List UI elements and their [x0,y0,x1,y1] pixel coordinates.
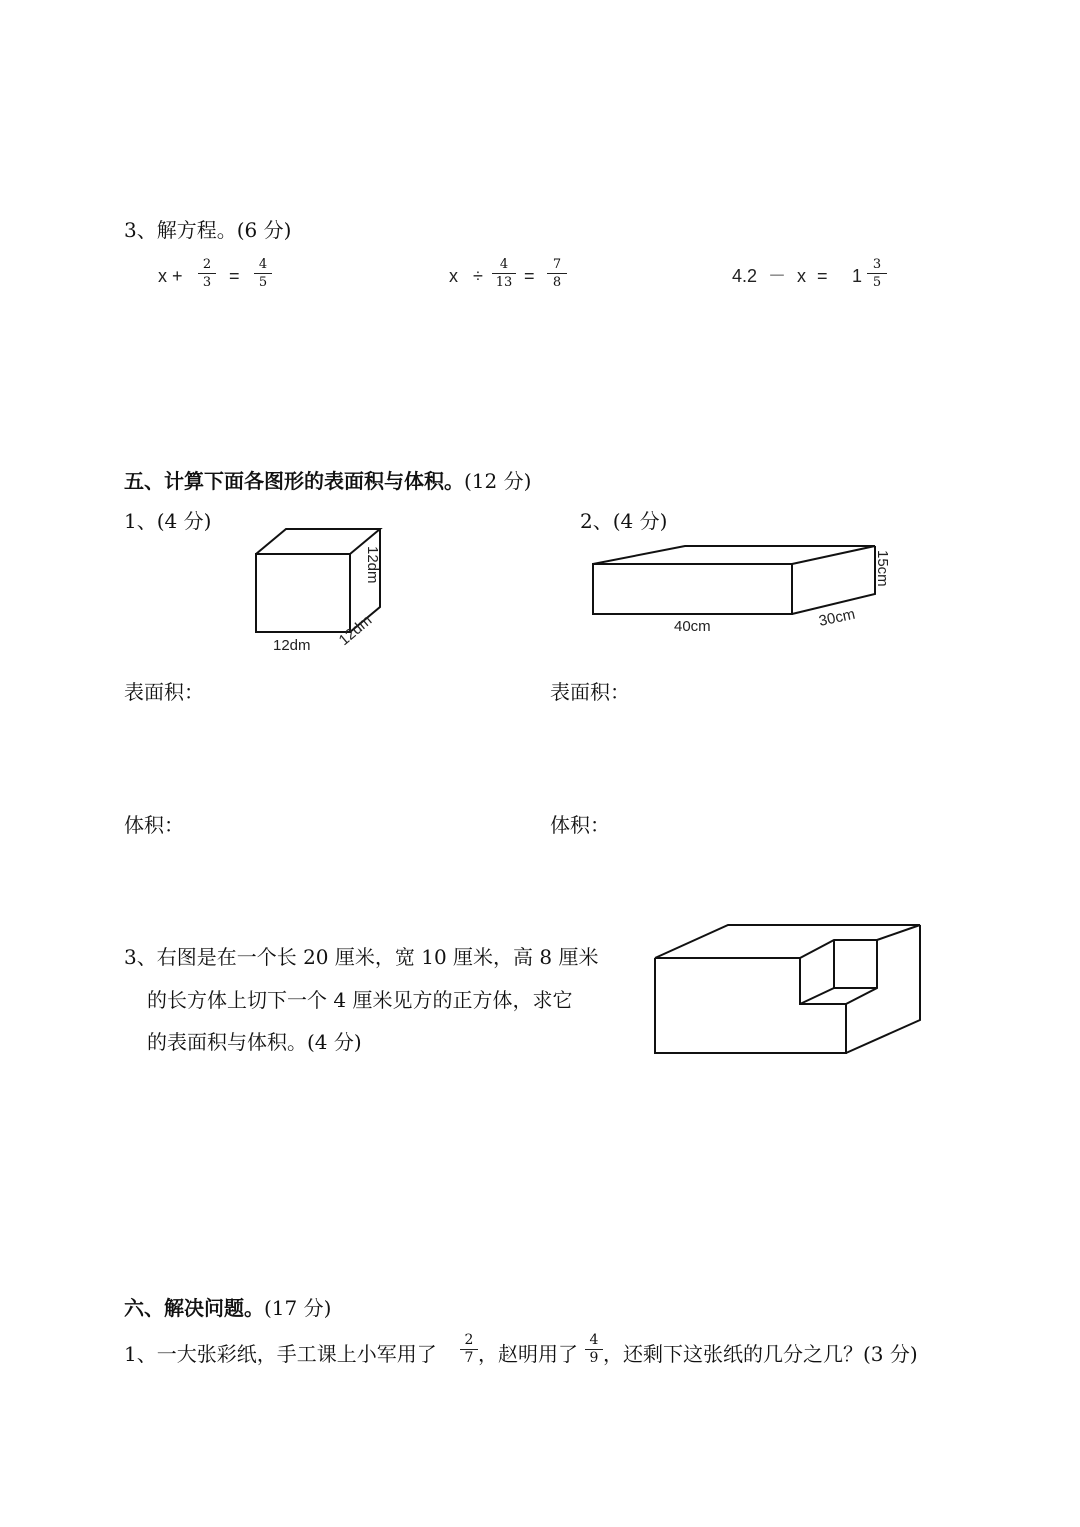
question-1-fraction-1 [460,1333,478,1366]
fraction-numerator: 4 [499,257,509,272]
fraction-numerator: 2 [202,257,212,272]
problem-3-line-2: 的长方体上切下一个 4 厘米见方的正方体，求它 [147,988,573,1012]
fraction-denominator: 3 [202,275,212,290]
question-1-part-2: ，赵明用了 [478,1342,578,1366]
equation-1-fraction-a [198,257,216,290]
fraction-denominator: 9 [589,1350,599,1366]
cuboid-height-label: 15cm [874,550,891,587]
equation-2-equals: = [524,266,535,286]
section-5-heading [124,469,531,493]
cube-figure [240,520,400,660]
equation-1-lhs: x + [158,266,183,286]
equation-2-fraction-b [547,257,567,290]
section-6-points: (17 分) [264,1296,332,1320]
fraction-denominator: 8 [552,275,562,290]
fraction-numerator: 2 [464,1332,474,1348]
question-1-part-1: 1、一大张彩纸，手工课上小军用了 [124,1342,437,1366]
fraction-denominator: 5 [872,275,882,290]
cuboid-width-label: 30cm [817,605,857,630]
equation-2-divide: ÷ [473,266,483,286]
equation-1-fraction-b [254,257,272,290]
problem-2-surface-area-label: 表面积： [550,680,630,704]
problem-1-surface-area-label: 表面积： [124,680,204,704]
problem-1-label: 1、(4 分) [124,509,212,533]
problem-1-volume-label: 体积： [124,813,184,837]
equation-3-lhs: 4.2 － x = [732,266,828,286]
cuboid-figure [580,538,900,638]
question-1-part-3: ，还剩下这张纸的几分之几？(3 分) [603,1342,918,1366]
problem-3-line-1: 3、右图是在一个长 20 厘米，宽 10 厘米，高 8 厘米 [124,945,599,969]
problem-2-volume-label: 体积： [550,813,610,837]
problem-2-label: 2、(4 分) [580,509,668,533]
cube-height-label: 12dm [364,546,381,584]
section-5-points: (12 分) [464,469,532,493]
fraction-denominator: 13 [495,275,513,290]
equations-title: 3、解方程。(6 分) [124,218,292,242]
equation-3-whole: 1 [852,266,863,286]
section-6-title: 六、解决问题。 [124,1296,264,1320]
cube-length-label: 12dm [273,637,311,654]
cube-width-label: 12dm [335,611,376,650]
section-5-title: 五、计算下面各图形的表面积与体积。 [124,469,464,493]
equation-2-x: x [449,266,458,286]
equation-2-fraction-a [492,257,516,290]
fraction-denominator: 5 [258,275,268,290]
fraction-numerator: 4 [258,257,268,272]
equation-1-equals: = [229,266,240,286]
fraction-denominator: 7 [464,1350,474,1366]
fraction-numerator: 7 [552,257,562,272]
fraction-numerator: 3 [872,257,882,272]
cuboid-length-label: 40cm [674,618,711,635]
problem-3-line-3: 的表面积与体积。(4 分) [147,1030,362,1054]
section-6-heading [124,1296,331,1320]
question-1-fraction-2 [585,1333,603,1366]
cut-cuboid-figure [650,920,930,1060]
fraction-numerator: 4 [589,1332,599,1348]
equation-3-fraction [867,257,887,290]
